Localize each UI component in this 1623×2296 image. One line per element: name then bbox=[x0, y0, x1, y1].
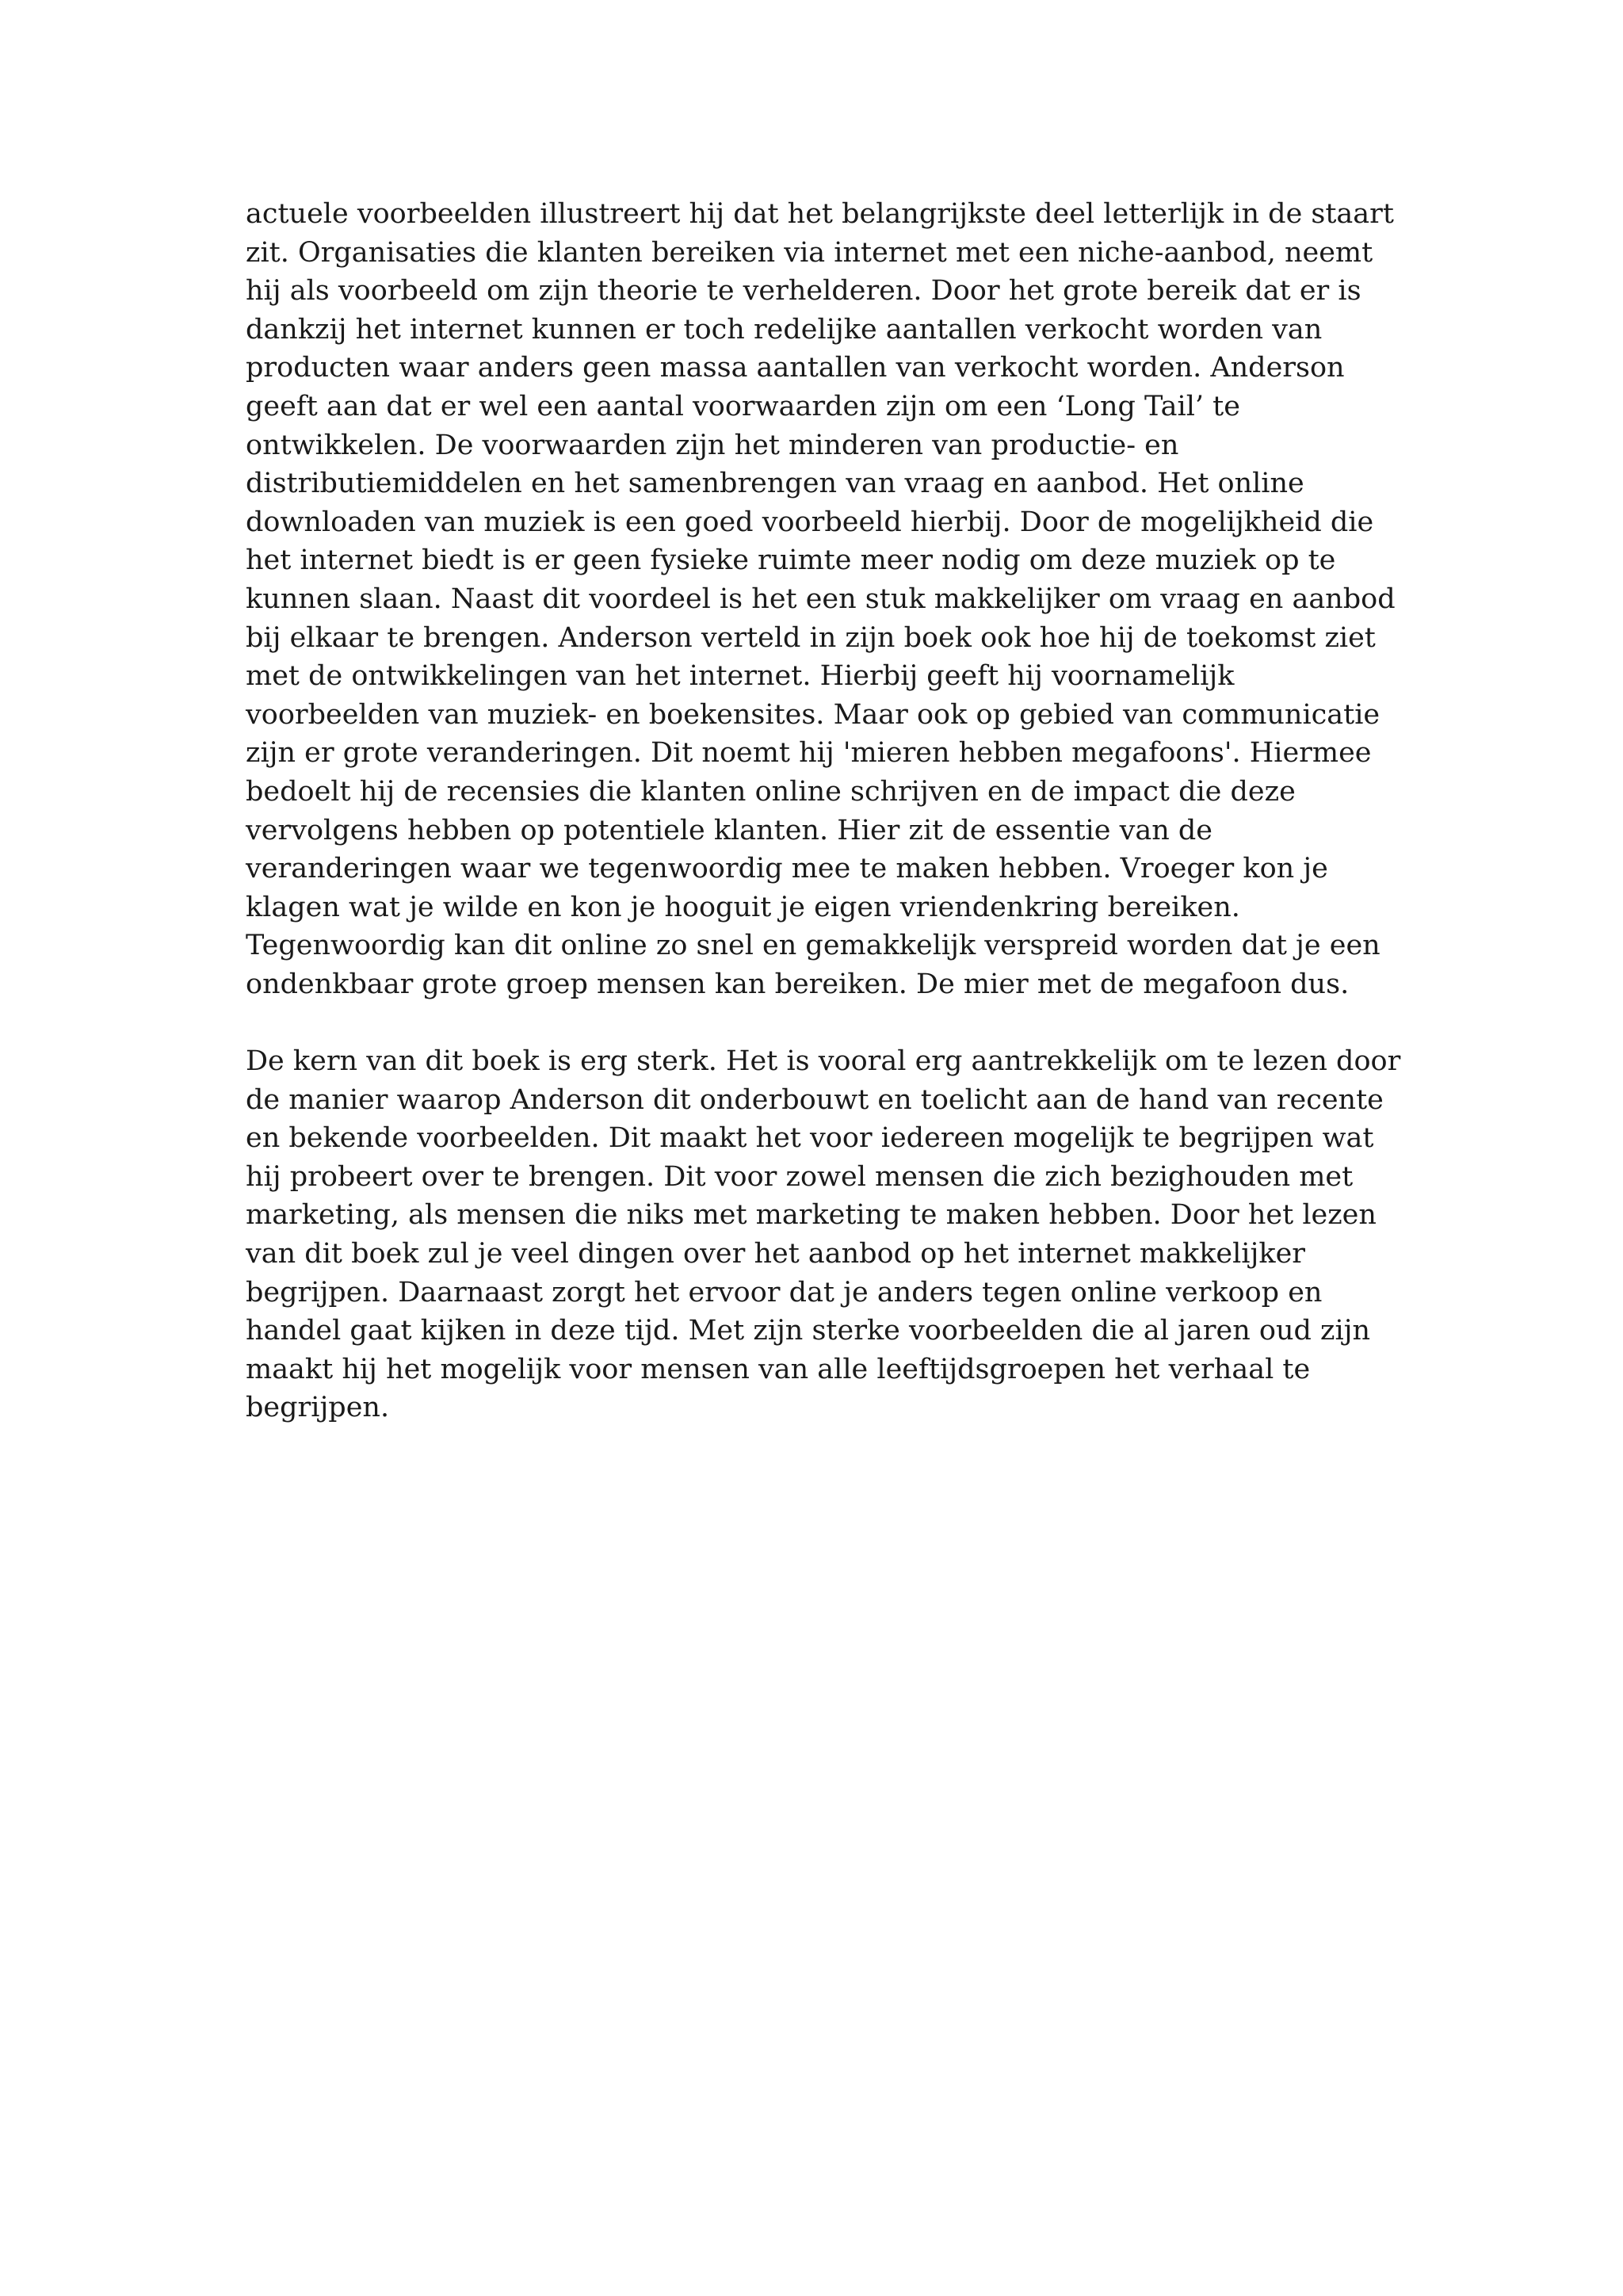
text-line: zijn er grote veranderingen. Dit noemt hij 'mieren hebben megafoons'. Hiermee bbox=[246, 737, 1372, 770]
text-line: veranderingen waar we tegenwoordig mee te maken hebben. Vroeger kon je bbox=[246, 853, 1328, 885]
text-line: actuele voorbeelden illustreert hij dat het belangrijkste deel letterlijk in de staart bbox=[246, 198, 1394, 230]
text-line: hij probeert over te brengen. Dit voor zowel mensen die zich bezighouden met bbox=[246, 1160, 1354, 1193]
body-text bbox=[246, 195, 1401, 1427]
text-line: kunnen slaan. Naast dit voordeel is het een stuk makkelijker om vraag en aanbod bbox=[246, 583, 1396, 615]
text-line: maakt hij het mogelijk voor mensen van alle leeftijdsgroepen het verhaal te bbox=[246, 1353, 1311, 1385]
text-line: marketing, als mensen die niks met marketing te maken hebben. Door het lezen bbox=[246, 1199, 1377, 1232]
text-line: voorbeelden van muziek- en boekensites. Maar ook op gebied van communicatie bbox=[246, 698, 1381, 731]
text-line: de manier waarop Anderson dit onderbouwt en toelicht aan de hand van recente bbox=[246, 1083, 1384, 1116]
text-line: bedoelt hij de recensies die klanten online schrijven en de impact die deze bbox=[246, 775, 1296, 808]
text-line: begrijpen. bbox=[246, 1392, 390, 1424]
text-line: vervolgens hebben op potentiele klanten. Hier zit de essentie van de bbox=[246, 814, 1212, 846]
text-line: geeft aan dat er wel een aantal voorwaarden zijn om een ‘Long Tail’ te bbox=[246, 390, 1240, 422]
paragraph-1 bbox=[246, 195, 1395, 1003]
text-line: producten waar anders geen massa aantallen van verkocht worden. Anderson bbox=[246, 352, 1345, 384]
text-line: zit. Organisaties die klanten bereiken via internet met een niche-aanbod, neemt bbox=[246, 236, 1373, 269]
paragraph-spacer bbox=[246, 1003, 1395, 1042]
text-line: begrijpen. Daarnaast zorgt het ervoor dat je anders tegen online verkoop en bbox=[246, 1276, 1323, 1308]
text-line: De kern van dit boek is erg sterk. Het is vooral erg aantrekkelijk om te lezen door bbox=[246, 1045, 1401, 1078]
text-line: downloaden van muziek is een goed voorbeeld hierbij. Door de mogelijkheid die bbox=[246, 506, 1374, 538]
text-line: handel gaat kijken in deze tijd. Met zijn sterke voorbeelden die al jaren oud zijn bbox=[246, 1315, 1371, 1347]
text-line: hij als voorbeeld om zijn theorie te verhelderen. Door het grote bereik dat er is bbox=[246, 275, 1361, 308]
paragraph-2 bbox=[246, 1042, 1401, 1427]
text-line: het internet biedt is er geen fysieke ruimte meer nodig om deze muziek op te bbox=[246, 544, 1336, 577]
text-line: bij elkaar te brengen. Anderson verteld in zijn boek ook hoe hij de toekomst ziet bbox=[246, 621, 1376, 654]
text-line: dankzij het internet kunnen er toch redelijke aantallen verkocht worden van bbox=[246, 313, 1323, 346]
text-line: ondenkbaar grote groep mensen kan bereiken. De mier met de megafoon dus. bbox=[246, 968, 1350, 1000]
text-line: distributiemiddelen en het samenbrengen van vraag en aanbod. Het online bbox=[246, 468, 1304, 500]
text-line: en bekende voorbeelden. Dit maakt het voor iedereen mogelijk te begrijpen wat bbox=[246, 1122, 1374, 1155]
text-line: met de ontwikkelingen van het internet. Hierbij geeft hij voornamelijk bbox=[246, 660, 1235, 693]
text-line: van dit boek zul je veel dingen over het aanbod op het internet makkelijker bbox=[246, 1238, 1306, 1270]
text-line: klagen wat je wilde en kon je hooguit je eigen vriendenkring bereiken. bbox=[246, 891, 1240, 923]
text-line: ontwikkelen. De voorwaarden zijn het minderen van productie- en bbox=[246, 429, 1179, 461]
text-line: Tegenwoordig kan dit online zo snel en gemakkelijk verspreid worden dat je een bbox=[246, 930, 1381, 962]
